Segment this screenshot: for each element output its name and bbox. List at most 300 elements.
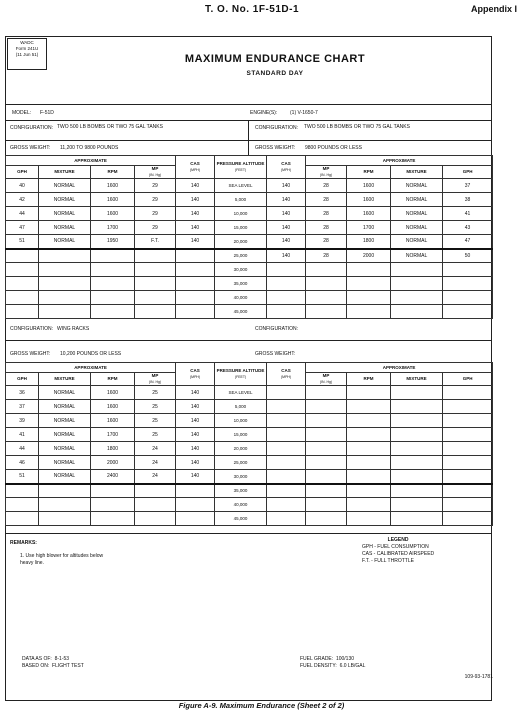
engine-label: ENGINE(S):	[250, 110, 278, 116]
mixture-cell: NORMAL	[39, 470, 91, 484]
mp-cell	[306, 484, 347, 498]
cas-header: CAS (MPH)	[267, 156, 306, 179]
mixture-cell: NORMAL	[39, 400, 91, 414]
mp-cell	[306, 277, 347, 291]
cas-cell	[267, 305, 306, 319]
altitude-cell: SEA LEVEL	[215, 386, 267, 400]
rpm-cell	[347, 386, 391, 400]
rpm-cell: 1600	[347, 179, 391, 193]
rpm-cell: 1700	[91, 221, 135, 235]
rpm-cell: 1600	[347, 193, 391, 207]
mp-cell: 28	[306, 221, 347, 235]
data-source-block	[22, 656, 84, 670]
cas-cell	[176, 249, 215, 263]
altitude-cell: 5,000	[215, 193, 267, 207]
altitude-cell: 10,000	[215, 414, 267, 428]
cas-cell	[267, 386, 306, 400]
gross-weight-label: GROSS WEIGHT:	[10, 351, 51, 357]
mixture-cell: NORMAL	[39, 428, 91, 442]
mixture-cell: NORMAL	[39, 235, 91, 249]
gph-cell: 51	[6, 235, 39, 249]
mp-cell	[135, 291, 176, 305]
fuel-density-label: FUEL DENSITY:	[300, 663, 337, 669]
cas-cell: 140	[176, 414, 215, 428]
technical-order-number: T. O. No. 1F-51D-1	[205, 4, 300, 15]
mp-cell: 25	[135, 428, 176, 442]
rpm-cell: 1600	[91, 179, 135, 193]
mixture-cell: NORMAL	[39, 207, 91, 221]
cas-cell	[267, 277, 306, 291]
rpm-cell: 1950	[91, 235, 135, 249]
cas-header: CAS (MPH)	[267, 363, 306, 386]
mp-cell: 28	[306, 235, 347, 249]
config-left-value: TWO 500 LB BOMBS OR TWO 75 GAL TANKS	[57, 124, 163, 130]
mp-cell	[135, 277, 176, 291]
altitude-cell: 45,000	[215, 305, 267, 319]
mp-cell	[135, 263, 176, 277]
table-row	[6, 456, 493, 470]
rpm-cell: 2000	[347, 249, 391, 263]
cas-cell	[176, 498, 215, 512]
gph-cell: 44	[6, 207, 39, 221]
gph-header: GPH	[443, 373, 493, 386]
fuel-density-value: 6.0 LB/GAL	[339, 663, 366, 669]
mixture-cell	[391, 277, 443, 291]
config-label: CONFIGURATION:	[10, 326, 53, 332]
rpm-header: RPM	[91, 166, 135, 179]
rpm-cell	[347, 428, 391, 442]
cas-cell: 140	[267, 179, 306, 193]
endurance-table-1	[5, 155, 493, 319]
table-row	[6, 400, 493, 414]
table-row	[6, 179, 493, 193]
mp-cell: 28	[306, 207, 347, 221]
cas-cell: 140	[176, 456, 215, 470]
divider	[5, 104, 492, 105]
table-row	[6, 277, 493, 291]
approximate-header: APPROXIMATE	[306, 363, 493, 373]
pressure-altitude-header: PRESSURE ALTITUDE (FEET)	[215, 363, 267, 386]
mixture-cell	[391, 512, 443, 526]
cas-cell	[267, 414, 306, 428]
gph-cell	[6, 263, 39, 277]
mixture-cell	[39, 484, 91, 498]
mp-cell: 28	[306, 179, 347, 193]
mp-cell	[306, 442, 347, 456]
gph-cell	[443, 498, 493, 512]
mixture-cell	[391, 263, 443, 277]
mixture-cell	[391, 442, 443, 456]
mixture-cell: NORMAL	[39, 179, 91, 193]
altitude-cell: 30,000	[215, 263, 267, 277]
mp-cell	[306, 512, 347, 526]
mp-cell	[306, 414, 347, 428]
config-label-right: CONFIGURATION:	[255, 125, 298, 131]
mp-cell	[306, 305, 347, 319]
mp-cell	[306, 386, 347, 400]
mixture-cell	[391, 305, 443, 319]
mixture-cell	[391, 498, 443, 512]
gph-cell: 50	[443, 249, 493, 263]
table-row	[6, 484, 493, 498]
mixture-cell	[39, 291, 91, 305]
altitude-cell: 45,000	[215, 512, 267, 526]
rpm-cell: 1800	[91, 442, 135, 456]
mp-header: MP (IN. Hg)	[306, 373, 347, 386]
rpm-cell	[347, 484, 391, 498]
cas-cell	[176, 512, 215, 526]
cas-cell: 140	[176, 193, 215, 207]
table-row	[6, 498, 493, 512]
mp-cell: 25	[135, 414, 176, 428]
cas-cell	[267, 498, 306, 512]
rpm-cell	[347, 277, 391, 291]
cas-cell: 140	[267, 207, 306, 221]
gph-cell	[443, 386, 493, 400]
legend-title: LEGEND	[387, 537, 409, 543]
cas-cell	[176, 277, 215, 291]
rpm-cell	[347, 263, 391, 277]
rpm-cell: 1800	[347, 235, 391, 249]
divider	[5, 340, 492, 341]
gross-weight2-left-value: 10,200 POUNDS OR LESS	[60, 351, 122, 357]
altitude-cell: 35,000	[215, 277, 267, 291]
rpm-cell	[347, 512, 391, 526]
cas-cell	[176, 484, 215, 498]
mixture-cell: NORMAL	[391, 179, 443, 193]
gph-cell	[443, 470, 493, 484]
table-row	[6, 235, 493, 249]
gross-weight-left-value: 11,200 TO 9800 POUNDS	[60, 145, 119, 151]
mixture-cell	[391, 386, 443, 400]
gph-cell	[443, 263, 493, 277]
rpm-cell: 1600	[91, 207, 135, 221]
approximate-header: APPROXIMATE	[306, 156, 493, 166]
rpm-cell	[347, 400, 391, 414]
cas-header: CAS (MPH)	[176, 156, 215, 179]
rpm-cell	[91, 305, 135, 319]
config-label: CONFIGURATION:	[10, 125, 53, 131]
mp-cell	[135, 249, 176, 263]
mp-cell	[306, 498, 347, 512]
config-label-right: CONFIGURATION:	[255, 326, 298, 332]
rpm-cell	[91, 484, 135, 498]
gph-header: GPH	[443, 166, 493, 179]
mixture-cell: NORMAL	[39, 193, 91, 207]
gph-cell: 44	[6, 442, 39, 456]
gph-cell: 42	[6, 193, 39, 207]
cas-cell: 140	[176, 428, 215, 442]
rpm-cell: 1600	[91, 193, 135, 207]
mixture-header: MIXTURE	[39, 373, 91, 386]
gph-cell: 39	[6, 414, 39, 428]
rpm-header: RPM	[347, 373, 391, 386]
based-on-label: BASED ON:	[22, 663, 50, 669]
mp-cell: 29	[135, 193, 176, 207]
rpm-cell	[347, 442, 391, 456]
mixture-cell	[39, 498, 91, 512]
gph-cell: 47	[6, 221, 39, 235]
mixture-cell: NORMAL	[39, 456, 91, 470]
table-row	[6, 263, 493, 277]
gph-cell: 41	[443, 207, 493, 221]
gph-cell	[443, 414, 493, 428]
altitude-cell: 15,000	[215, 428, 267, 442]
approximate-header: APPROXIMATE	[6, 363, 176, 373]
rpm-header: RPM	[91, 373, 135, 386]
gph-cell: 38	[443, 193, 493, 207]
engine-value: (1) V-1650-7	[290, 110, 318, 116]
cas-cell	[176, 263, 215, 277]
mixture-cell	[39, 512, 91, 526]
figure-caption: Figure A-9. Maximum Endurance (Sheet 2 of 2)	[178, 701, 345, 710]
cas-cell: 140	[176, 470, 215, 484]
rpm-cell	[91, 498, 135, 512]
chart-subtitle: STANDARD DAY	[246, 70, 304, 77]
divider	[5, 533, 492, 534]
gph-header: GPH	[6, 166, 39, 179]
table-row	[6, 193, 493, 207]
gph-cell	[6, 277, 39, 291]
cas-cell: 140	[176, 221, 215, 235]
rpm-cell	[347, 498, 391, 512]
mixture-cell	[391, 456, 443, 470]
mixture-cell	[39, 305, 91, 319]
cas-cell	[176, 291, 215, 305]
rpm-cell: 1600	[347, 207, 391, 221]
rpm-cell: 1600	[91, 414, 135, 428]
mp-header: MP (IN. Hg)	[135, 373, 176, 386]
mixture-cell	[391, 400, 443, 414]
mixture-header: MIXTURE	[39, 166, 91, 179]
gph-cell	[6, 498, 39, 512]
mixture-cell	[391, 484, 443, 498]
rpm-cell: 1600	[91, 386, 135, 400]
altitude-cell: 10,000	[215, 207, 267, 221]
mp-cell: 25	[135, 400, 176, 414]
rpm-cell	[347, 456, 391, 470]
pressure-altitude-header: PRESSURE ALTITUDE (FEET)	[215, 156, 267, 179]
gph-cell	[443, 484, 493, 498]
cas-cell: 140	[267, 249, 306, 263]
mp-cell	[306, 456, 347, 470]
rpm-header: RPM	[347, 166, 391, 179]
rpm-cell: 1600	[91, 400, 135, 414]
gph-cell	[443, 456, 493, 470]
mixture-cell	[391, 428, 443, 442]
model-label: MODEL:	[12, 110, 32, 116]
gph-cell	[443, 277, 493, 291]
gph-cell: 51	[6, 470, 39, 484]
mp-cell: F.T.	[135, 235, 176, 249]
gph-cell	[6, 512, 39, 526]
rpm-cell	[347, 414, 391, 428]
rpm-cell: 2000	[91, 456, 135, 470]
rpm-cell: 1700	[347, 221, 391, 235]
legend	[362, 537, 434, 565]
cas-cell	[267, 442, 306, 456]
altitude-cell: 20,000	[215, 235, 267, 249]
approximate-header: APPROXIMATE	[6, 156, 176, 166]
rpm-cell: 1700	[91, 428, 135, 442]
config-right-value: TWO 500 LB BOMBS OR TWO 75 GAL TANKS	[304, 124, 410, 130]
mp-cell	[135, 498, 176, 512]
mp-cell	[135, 484, 176, 498]
altitude-cell: 15,000	[215, 221, 267, 235]
mixture-cell	[39, 263, 91, 277]
rpm-cell	[347, 291, 391, 305]
model-value: F-51D	[40, 110, 54, 116]
cas-cell: 140	[176, 386, 215, 400]
gross-weight-label-right: GROSS WEIGHT:	[255, 351, 296, 357]
appendix-label: Appendix I	[470, 4, 517, 14]
table-row	[6, 428, 493, 442]
altitude-cell: 40,000	[215, 291, 267, 305]
table-row	[6, 470, 493, 484]
mp-cell	[306, 470, 347, 484]
mp-cell	[306, 291, 347, 305]
rpm-cell	[347, 470, 391, 484]
data-as-of-value: 8-1-53	[54, 656, 70, 662]
mixture-cell	[391, 414, 443, 428]
mp-cell: 24	[135, 456, 176, 470]
divider	[5, 140, 492, 141]
mixture-cell	[391, 291, 443, 305]
table-row	[6, 249, 493, 263]
gph-cell: 37	[443, 179, 493, 193]
gph-cell	[443, 400, 493, 414]
table-row	[6, 207, 493, 221]
mp-cell: 29	[135, 179, 176, 193]
cas-cell	[267, 470, 306, 484]
fuel-grade-label: FUEL GRADE:	[300, 656, 334, 662]
mp-cell	[306, 400, 347, 414]
gross-weight-right-value: 9800 POUNDS OR LESS	[305, 145, 362, 151]
cas-cell: 140	[267, 235, 306, 249]
config2-left-value: WING RACKS	[57, 326, 90, 332]
mixture-header: MIXTURE	[391, 373, 443, 386]
mixture-cell: NORMAL	[39, 442, 91, 456]
mp-header: MP (IN. Hg)	[306, 166, 347, 179]
gph-cell	[6, 484, 39, 498]
wadc-line: WADC	[20, 40, 34, 45]
gph-cell: 43	[443, 221, 493, 235]
wadc-date-line: (11 Jun 51)	[15, 52, 39, 57]
wadc-form-box	[7, 38, 47, 70]
cas-cell	[267, 400, 306, 414]
cas-cell: 140	[176, 400, 215, 414]
mp-cell	[135, 305, 176, 319]
table-row	[6, 305, 493, 319]
remarks-label: REMARKS:	[10, 540, 37, 546]
table-row	[6, 221, 493, 235]
table-row	[6, 414, 493, 428]
legend-item: F.T. - FULL THROTTLE	[362, 558, 414, 564]
table-row	[6, 386, 493, 400]
mp-cell: 25	[135, 386, 176, 400]
altitude-cell: 30,000	[215, 470, 267, 484]
mixture-cell	[39, 277, 91, 291]
cas-cell: 140	[267, 193, 306, 207]
table-row	[6, 442, 493, 456]
mixture-cell: NORMAL	[39, 221, 91, 235]
mp-cell: 29	[135, 221, 176, 235]
wadc-form-line: Form 241U	[15, 46, 39, 51]
endurance-table-2	[5, 362, 493, 526]
altitude-cell: 40,000	[215, 498, 267, 512]
cas-cell	[176, 305, 215, 319]
fuel-grade-value: 100/130	[335, 656, 355, 662]
mixture-cell	[39, 249, 91, 263]
mp-header: MP (IN. Hg)	[135, 166, 176, 179]
gph-cell: 41	[6, 428, 39, 442]
mixture-cell: NORMAL	[391, 193, 443, 207]
gph-header: GPH	[6, 373, 39, 386]
gph-cell	[443, 305, 493, 319]
cas-cell	[267, 456, 306, 470]
rpm-cell	[91, 263, 135, 277]
table-row	[6, 512, 493, 526]
altitude-cell: 25,000	[215, 456, 267, 470]
mp-cell	[306, 263, 347, 277]
cas-cell: 140	[267, 221, 306, 235]
gph-cell	[6, 291, 39, 305]
cas-cell	[267, 484, 306, 498]
data-as-of-label: DATA AS OF:	[22, 656, 52, 662]
mixture-header: MIXTURE	[391, 166, 443, 179]
gph-cell	[443, 512, 493, 526]
gph-cell	[443, 442, 493, 456]
mp-cell	[306, 428, 347, 442]
rpm-cell	[91, 277, 135, 291]
based-on-value: FLIGHT TEST	[52, 663, 84, 669]
rpm-cell	[91, 249, 135, 263]
mixture-cell: NORMAL	[391, 235, 443, 249]
altitude-cell: 25,000	[215, 249, 267, 263]
gph-cell	[6, 305, 39, 319]
mp-cell: 28	[306, 193, 347, 207]
mixture-cell: NORMAL	[39, 386, 91, 400]
cas-cell	[267, 428, 306, 442]
remark-1: 1. Use high blower for altitudes below heavy line.	[20, 553, 104, 566]
mp-cell: 24	[135, 442, 176, 456]
mp-cell: 29	[135, 207, 176, 221]
table-row	[6, 291, 493, 305]
cas-cell: 140	[176, 179, 215, 193]
gph-cell: 36	[6, 386, 39, 400]
gph-cell: 47	[443, 235, 493, 249]
gph-cell: 40	[6, 179, 39, 193]
figure-number: 109-93-1781	[464, 674, 493, 680]
cas-header: CAS (MPH)	[176, 363, 215, 386]
rpm-cell	[91, 512, 135, 526]
mixture-cell: NORMAL	[391, 221, 443, 235]
legend-item: CAS - CALIBRATED AIRSPEED	[362, 551, 435, 557]
altitude-cell: 20,000	[215, 442, 267, 456]
gph-cell	[443, 428, 493, 442]
fuel-block	[300, 656, 365, 670]
mixture-cell	[391, 470, 443, 484]
mp-cell	[135, 512, 176, 526]
gph-cell: 37	[6, 400, 39, 414]
rpm-cell	[347, 305, 391, 319]
altitude-cell: 35,000	[215, 484, 267, 498]
cas-cell: 140	[176, 207, 215, 221]
cas-cell	[267, 291, 306, 305]
cas-cell: 140	[176, 442, 215, 456]
cas-cell: 140	[176, 235, 215, 249]
gross-weight-label-right: GROSS WEIGHT:	[255, 145, 296, 151]
